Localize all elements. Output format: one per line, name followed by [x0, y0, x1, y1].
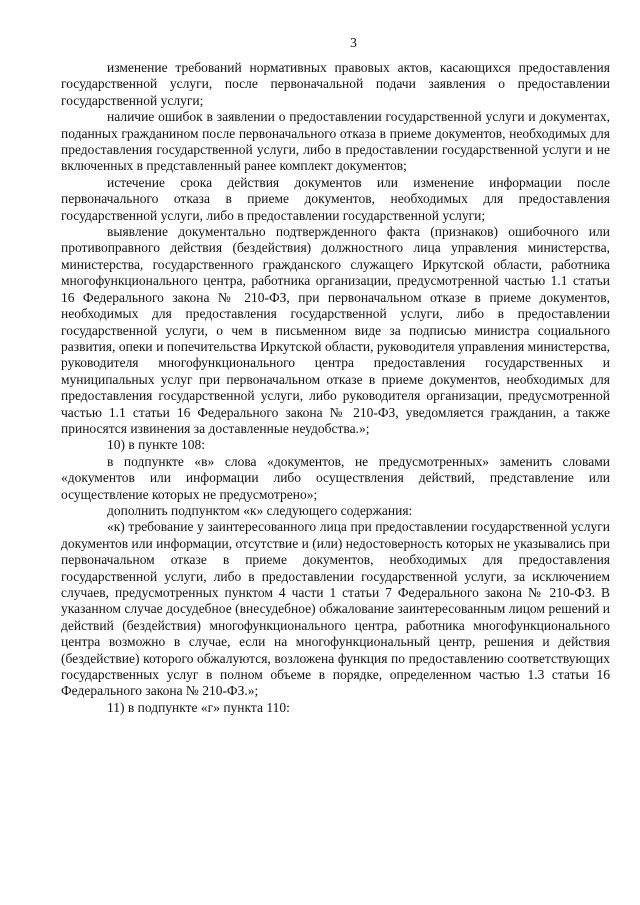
- paragraph-regulation-change: изменение требований нормативных правовых актов, касающихся предоставления государственной услуги, после первоначальной подачи заявления о предоставлении государственной услуги;: [61, 60, 610, 108]
- paragraph-subitem-k-text: «к) требование у заинтересованного лица при предоставлении государственной услуги документов или информации, отсутствие и (или) недостоверность которых не указывались при первоначальном отказе в приеме документов, необходимых для предоставления государственной услуги, либо в предоставлении государственной услуги, за исключением случаев, предусмотренных пунктом 4 части 1 статьи 7 Федерального закона № 210-ФЗ. В указанном случае досудебное (внесудебное) обжалование заинтересованным лицом решений и действий (бездействия) многофункционального центра, работника многофункционального центра возможно в случае, если на многофункциональный центр, решения и действия (бездействие) которого обжалуются, возложена функция по предоставлению соответствующих государственных услуг в полном объеме в порядке, определенном частью 1.3 статьи 16 Федерального закона № 210-ФЗ.»;: [61, 519, 610, 699]
- paragraph-errors-in-application: наличие ошибок в заявлении о предоставлении государственной услуги и документах, поданных гражданином после первоначального отказа в приеме документов, необходимых для предоставления государственной услуги, либо в предоставлении государственной услуги и не включенных в представленный ранее комплект документов;: [61, 109, 610, 174]
- paragraph-document-expiry: истечение срока действия документов или изменение информации после первоначального отказа в приеме документов, необходимых для предоставления государственной услуги, либо в предоставлении государственной услуги;: [61, 174, 610, 223]
- paragraph-item-10: 10) в пункте 108:: [107, 437, 205, 453]
- paragraph-subitem-v-change: в подпункте «в» слова «документов, не предусмотренных» заменить словами «документов или информации либо осуществления действий, представление или осуществление которых не предусмотрено»;: [61, 453, 610, 502]
- page-number: 3: [350, 35, 357, 50]
- paragraph-official-misconduct: выявление документально подтвержденного факта (признаков) ошибочного или противоправного действия (бездействия) должностного лица управления министерства, министерства, государственного гражданского служащего Иркутской области, работника многофункционального центра, работника организации, предусмотренной частью 1.1 статьи 16 Федерального закона № 210-ФЗ, при первоначальном отказе в приеме документов, необходимых для предоставления государственной услуги, либо в предоставлении государственной услуги, о чем в письменном виде за подписью министра социального развития, опеки и попечительства Иркутской области, руководителя управления министерства, руководителя многофункционального центра предоставления государственных и муниципальных услуг при первоначальном отказе в приеме документов, необходимых для предоставления государственной услуги, либо руководителя организации, предусмотренной частью 1.1 статьи 16 Федерального закона № 210-ФЗ, уведомляется гражданин, а также приносятся извинения за доставленные неудобства.»;: [61, 224, 610, 436]
- paragraph-item-11: 11) в подпункте «г» пункта 110:: [107, 699, 290, 715]
- paragraph-add-subitem-k: дополнить подпунктом «к» следующего содержания:: [107, 502, 413, 518]
